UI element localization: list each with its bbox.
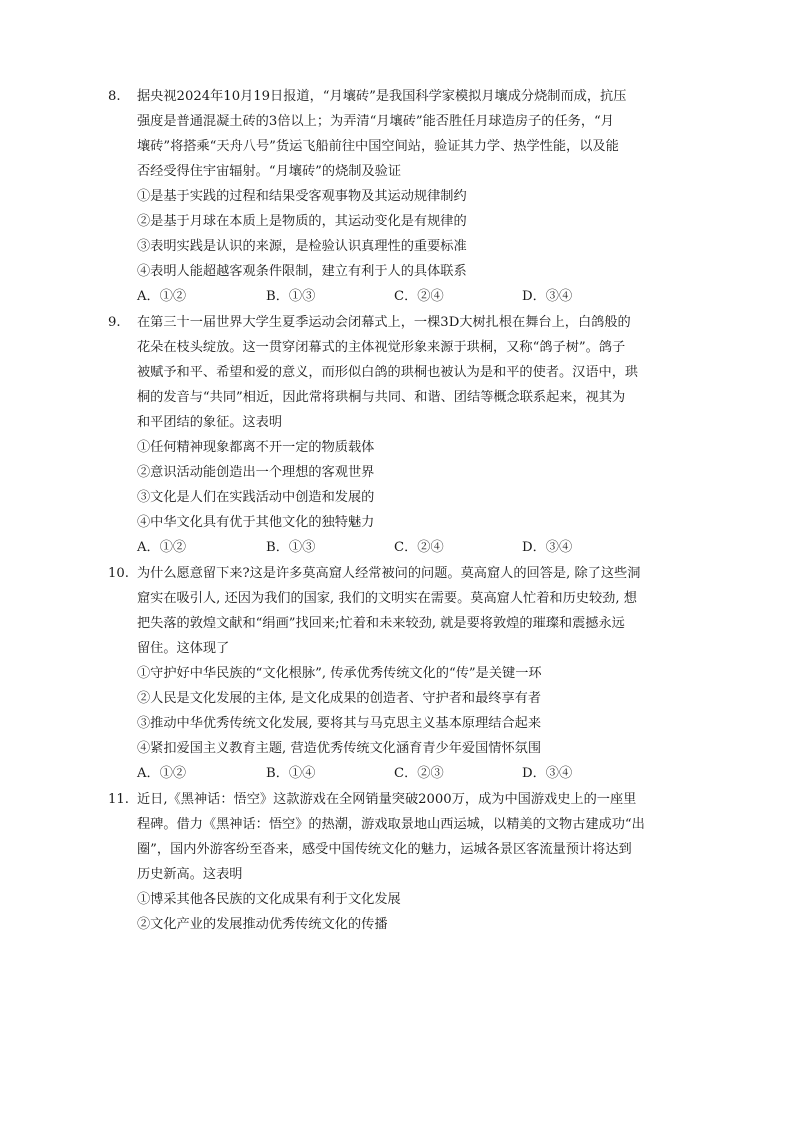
option-statement: ①是基于实践的过程和结果受客观事物及其运动规律制约	[137, 189, 467, 204]
choice-d: D．③④	[522, 766, 573, 781]
stem-line: 和平团结的象征。这表明	[137, 415, 283, 430]
stem-line: 历史新高。这表明	[137, 867, 243, 882]
stem-line: 窟实在吸引人, 还因为我们的国家, 我们的文明实在需要。莫高窟人忙着和历史较劲, 想	[137, 591, 637, 606]
stem-line: 否经受得住宇宙辐射。“月壤砖”的烧制及验证	[137, 164, 402, 179]
question-number: 11.	[108, 792, 129, 807]
choice-a: A．①②	[137, 540, 187, 555]
question-number: 10.	[108, 566, 129, 581]
choice-b: B．①④	[266, 766, 316, 781]
option-statement: ②文化产业的发展推动优秀传统文化的传播	[137, 917, 388, 932]
choice-a: A．①②	[137, 766, 187, 781]
choice-c: C．②③	[394, 766, 444, 781]
stem-line: 留住。这体现了	[137, 641, 230, 656]
option-statement: ①博采其他各民族的文化成果有利于文化发展	[137, 892, 401, 907]
stem-line: 花朵在枝头绽放。这一贯穿闭幕式的主体视觉形象来源于珙桐，又称“鸽子树”。鸽子	[137, 340, 626, 355]
question-9	[110, 310, 670, 560]
answer-choices	[137, 761, 670, 786]
stem-line: 为什么愿意留下来?这是许多莫高窟人经常被问的问题。莫高窟人的回答是, 除了这些洞	[137, 566, 641, 581]
choice-d: D．③④	[522, 289, 573, 304]
stem-line: 把失落的敦煌文献和“绢画”找回来;忙着和未来较劲, 就是要将敦煌的璀璨和震撼永远	[137, 616, 625, 631]
option-statement: ②是基于月球在本质上是物质的，其运动变化是有规律的	[137, 214, 467, 229]
choice-b: B．①③	[266, 540, 316, 555]
option-statement: ③表明实践是认识的来源，是检验认识真理性的重要标准	[137, 239, 467, 254]
stem-line: 近日,《黑神话：悟空》这款游戏在全网销量突破2000万，成为中国游戏史上的一座里	[137, 792, 637, 807]
question-number: 8.	[108, 89, 121, 104]
option-statement: ①任何精神现象都离不开一定的物质载体	[137, 440, 375, 455]
answer-choices	[137, 535, 670, 560]
question-10	[110, 561, 670, 786]
stem-line: 强度是普通混凝土砖的3倍以上；为弄清“月壤砖”能否胜任月球造房子的任务，“月	[137, 114, 614, 129]
option-statement: ③文化是人们在实践活动中创造和发展的	[137, 490, 375, 505]
choice-c: C．②④	[394, 289, 444, 304]
question-number: 9.	[108, 315, 121, 330]
choice-b: B．①③	[266, 289, 316, 304]
option-statement: ④中华文化具有优于其他文化的独特魅力	[137, 515, 375, 530]
option-statement: ②人民是文化发展的主体, 是文化成果的创造者、守护者和最终享有者	[137, 691, 542, 706]
choice-a: A．①②	[137, 289, 187, 304]
stem-line: 桐的发音与“共同”相近，因此常将珙桐与共同、和谐、团结等概念联系起来，视其为	[137, 390, 626, 405]
stem-line: 被赋予和平、希望和爱的意义，而形似白鸽的珙桐也被认为是和平的使者。汉语中，珙	[137, 365, 639, 380]
option-statement: ①守护好中华民族的“文化根脉”, 传承优秀传统文化的“传”是关键一环	[137, 666, 542, 681]
question-8	[110, 84, 670, 309]
option-statement: ③推动中华优秀传统文化发展, 要将其与马克思主义基本原理结合起来	[137, 716, 542, 731]
stem-line: 壤砖”将搭乘“天舟八号”货运飞船前往中国空间站，验证其力学、热学性能，以及能	[137, 139, 619, 154]
option-statement: ④表明人能超越客观条件限制，建立有利于人的具体联系	[137, 264, 467, 279]
stem-line: 程碑。借力《黑神话：悟空》的热潮，游戏取景地山西运城，以精美的文物古建成功“出	[137, 817, 645, 832]
option-statement: ②意识活动能创造出一个理想的客观世界	[137, 465, 375, 480]
stem-line: 据央视2024年10月19日报道，“月壤砖”是我国科学家模拟月壤成分烧制而成，抗压	[137, 89, 627, 104]
choice-d: D．③④	[522, 540, 573, 555]
option-statement: ④紧扣爱国主义教育主题, 营造优秀传统文化涵育青少年爱国情怀氛围	[137, 741, 542, 756]
question-11	[110, 787, 670, 937]
answer-choices	[137, 284, 670, 309]
choice-c: C．②④	[394, 540, 444, 555]
stem-line: 在第三十一届世界大学生夏季运动会闭幕式上，一棵3D大树扎根在舞台上，白鸽般的	[137, 315, 631, 330]
stem-line: 圈”，国内外游客纷至沓来，感受中国传统文化的魅力，运城各景区客流量预计将达到	[137, 842, 632, 857]
